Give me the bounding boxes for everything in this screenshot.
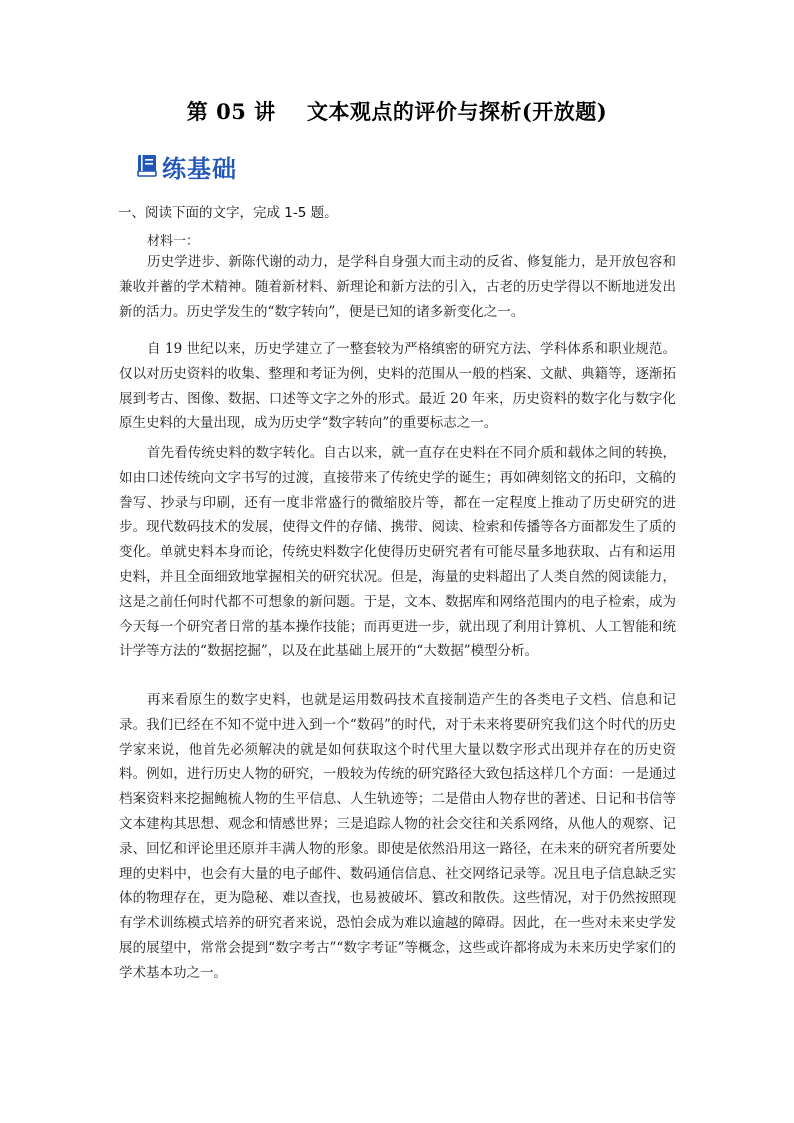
question-intro: 一、阅读下面的文字，完成 1-5 题。 <box>118 205 338 221</box>
book-icon <box>136 154 158 178</box>
page-title: 第 05 讲 文本观点的评价与探析(开放题) <box>186 99 608 124</box>
material-label: 材料一： <box>147 234 200 249</box>
section-header <box>136 150 237 182</box>
paragraph-4: 再来看原生的数字史料，也就是运用数码技术直接制造产生的各类电子文档、信息和记录。我们已经在不知不觉中进入到一个“数码”的时代，对于未来将要研究我们这个时代的历史学家来说，他首先必须解决的就是如何获取这个时代里大量以数字形式出现并存在的历史资料。例如，进行历史人物的研究，一般较为传统的研究路径大致包括这样几个方面：一是通过档案资料来挖掘鲍梳人物的生平信息、人生轨迹等；二是借由人物存世的著述、日记和书信等文本建构其思想、观念和情感世界；三是追踪人物的社会交往和关系网络，从他人的观察、记录、回忆和评论里还原并丰满人物的形象。即使是依然沿用这一路径，在未来的研究者所要处理的史料中，也会有大量的电子邮件、数码通信信息、社交网络记录等。况且电子信息缺乏实体的物理存在，更为隐秘、难以查找，也易被破坏、篡改和散佚。这些情况，对于仍然按照现有学术训练模式培养的研究者来说，恐怕会成为难以逾越的障碍。因此，在一些对未来史学发展的展望中，常常会提到“数字考古”“数字考证”等概念，这些或许都将成为未来历史学家们的学术基本功之一。 <box>119 692 676 981</box>
section-label: 练基础 <box>162 154 237 183</box>
paragraph-1: 历史学进步、新陈代谢的动力，是学科自身强大而主动的反省、修复能力，是开放包容和兼收并蓄的学术精神。随着新材料、新理论和新方法的引入，古老的历史学得以不断地迸发出新的活力。历史学发生的“数字转向”，便是已知的诸多新变化之一。 <box>119 254 676 320</box>
paragraph-2: 自 19 世纪以来，历史学建立了一整套较为严格缜密的研究方法、学科体系和职业规范。仅以对历史资料的收集、整理和考证为例，史料的范围从一般的档案、文献、典籍等，逐渐拓展到考古、图像、数据、口述等文字之外的形式。最近 20 年来，历史资料的数字化与数字化原生史料的大量出现，成为历史学“数字转向”的重要标志之一。 <box>119 341 676 432</box>
paragraph-3: 首先看传统史料的数字转化。自古以来，就一直存在史料在不同介质和载体之间的转换，如由口述传统向文字书写的过渡，直接带来了传统史学的诞生；再如碑刻铭文的拓印，文稿的誊写、抄录与印刷，还有一度非常盛行的微缩胶片等，都在一定程度上推动了历史研究的进步。现代数码技术的发展，使得文件的存储、携带、阅读、检索和传播等各方面都发生了质的变化。单就史料本身而论，传统史料数字化使得历史研究者有可能尽量多地获取、占有和运用史料，并且全面细致地掌握相关的研究状况。但是，海量的史料超出了人类自然的阅读能力，这是之前任何时代都不可想象的新问题。于是，文本、数据库和网络范围内的电子检索，成为今天每一个研究者日常的基本操作技能；而再更进一步，就出现了利用计算机、人工智能和统计学等方法的“数据挖掘”，以及在此基础上展开的“大数据”模型分析。 <box>119 445 676 660</box>
